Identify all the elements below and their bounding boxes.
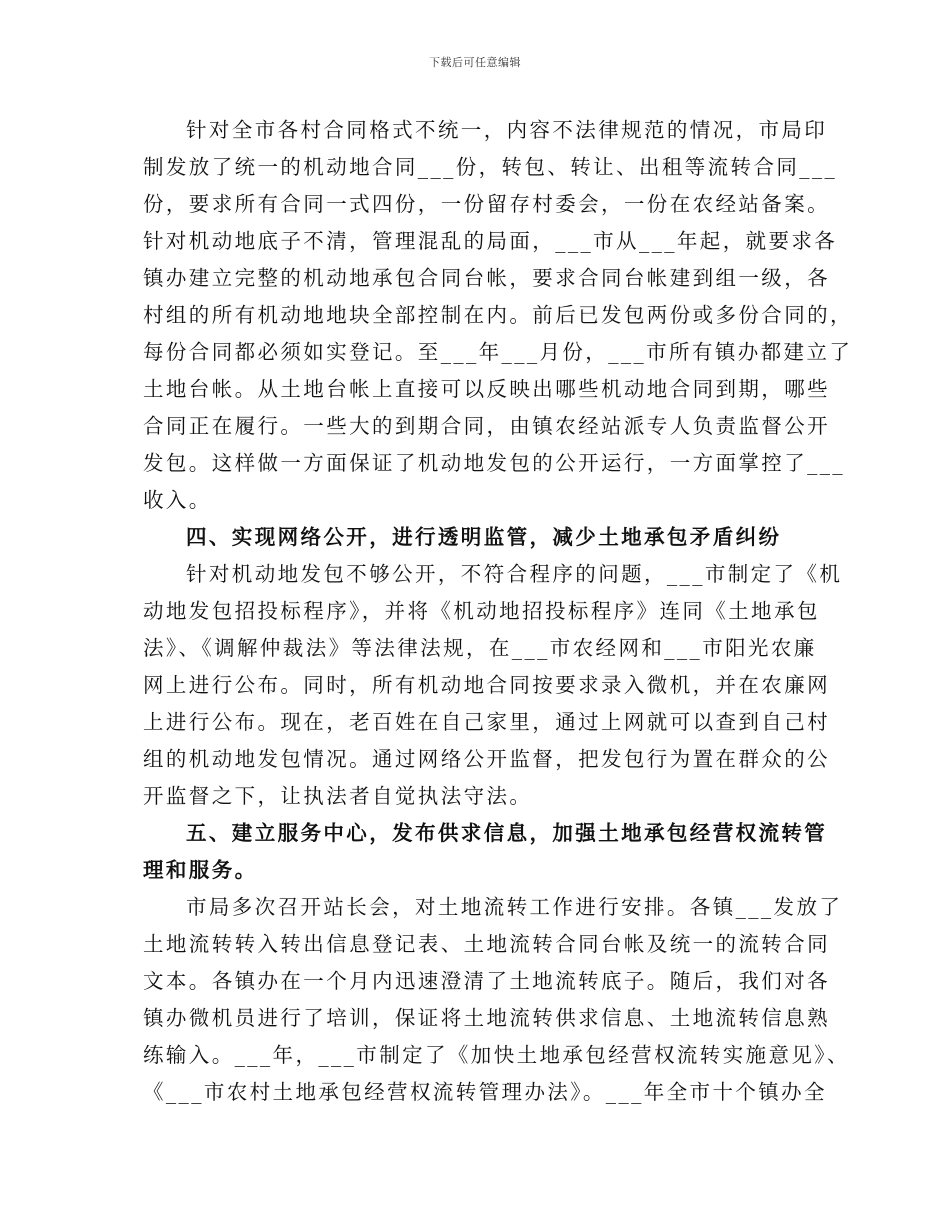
section-heading: 五、建立服务中心，发布供求信息，加强土地承包经营权流转管 bbox=[186, 821, 828, 845]
paragraph-line: 《___市农村土地承包经营权流转管理办法》。___年全市十个镇办全 bbox=[143, 1080, 827, 1104]
paragraph-line: 每份合同都必须如实登记。至___年___月份，___市所有镇办都建立了 bbox=[143, 340, 853, 364]
paragraph-line: 法》、《调解仲裁法》等法律法规，在___市农经网和___市阳光农廉 bbox=[143, 636, 817, 660]
paragraph-line: 针对机动地底子不清，管理混乱的局面，___市从___年起，就要求各 bbox=[143, 229, 838, 253]
paragraph-line: 动地发包招投标程序》，并将《机动地招投标程序》连同《土地承包 bbox=[143, 599, 820, 623]
paragraph-line: 组的机动地发包情况。通过网络公开监督，把发包行为置在群众的公 bbox=[143, 747, 830, 771]
paragraph-line: 市局多次召开站长会，对土地流转工作进行安排。各镇___发放了 bbox=[186, 895, 843, 919]
paragraph-line: 土地流转转入转出信息登记表、土地流转合同台帐及统一的流转合同 bbox=[143, 932, 830, 956]
paragraph-line: 开监督之下，让执法者自觉执法守法。 bbox=[143, 784, 533, 808]
paragraph-line: 镇办微机员进行了培训，保证将土地流转供求信息、土地流转信息熟 bbox=[143, 1006, 830, 1030]
section-heading: 四、实现网络公开，进行透明监管，减少土地承包矛盾纠纷 bbox=[186, 525, 782, 549]
paragraph-line: 合同正在履行。一些大的到期合同，由镇农经站派专人负责监督公开 bbox=[143, 414, 830, 438]
paragraph-line: 针对机动地发包不够公开，不符合程序的问题，___市制定了《机 bbox=[186, 562, 843, 586]
page-header: 下载后可任意编辑 bbox=[429, 56, 521, 69]
paragraph-line: 镇办建立完整的机动地承包合同台帐，要求合同台帐建到组一级，各 bbox=[143, 266, 830, 290]
paragraph-line: 发包。这样做一方面保证了机动地发包的公开运行，一方面掌控了___ bbox=[143, 451, 846, 475]
document-body bbox=[143, 112, 853, 1111]
paragraph-line: 文本。各镇办在一个月内迅速澄清了土地流转底子。随后，我们对各 bbox=[143, 969, 830, 993]
paragraph-line: 收入。 bbox=[143, 488, 212, 512]
paragraph-line: 份，要求所有合同一式四份，一份留存村委会，一份在农经站备案。 bbox=[143, 192, 830, 216]
paragraph-line: 土地台帐。从土地台帐上直接可以反映出哪些机动地合同到期，哪些 bbox=[143, 377, 830, 401]
paragraph-line: 练输入。___年，___市制定了《加快土地承包经营权流转实施意见》、 bbox=[143, 1043, 850, 1067]
paragraph-line: 网上进行公布。同时，所有机动地合同按要求录入微机，并在农廉网 bbox=[143, 673, 830, 697]
paragraph-line: 上进行公布。现在，老百姓在自己家里，通过上网就可以查到自己村 bbox=[143, 710, 830, 734]
paragraph-line: 村组的所有机动地地块全部控制在内。前后已发包两份或多份合同的， bbox=[143, 303, 853, 327]
paragraph-line: 针对全市各村合同格式不统一，内容不法律规范的情况，市局印 bbox=[186, 118, 828, 142]
paragraph-line: 制发放了统一的机动地合同___份，转包、转让、出租等流转合同___ bbox=[143, 155, 838, 179]
section-heading: 理和服务。 bbox=[143, 858, 258, 882]
